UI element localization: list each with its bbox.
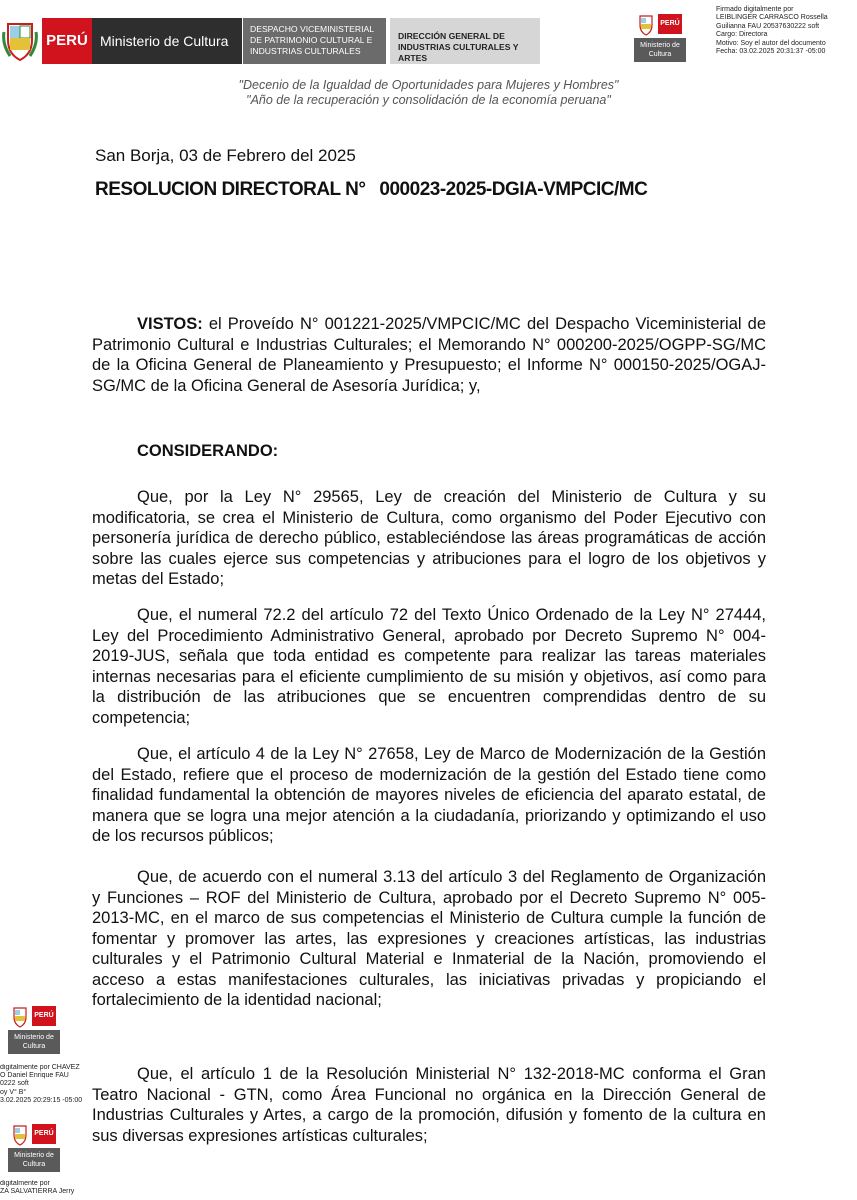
peru-brand: PERÚ <box>32 1124 56 1144</box>
vice-ministry-name: DESPACHO VICEMINISTERIAL DE PATRIMONIO CULTURAL E INDUSTRIAS CULTURALES <box>243 18 386 64</box>
coat-of-arms-icon <box>11 1006 29 1028</box>
digital-signature-text: Firmado digitalmente por LEIBLINGER CARRASCO Rossella Guilianna FAU 20537630222 soft Cargo: Directora Motivo: Soy el autor del documento Fecha: 03.02.2025 20:31:37 -05:00 <box>716 6 828 56</box>
resolution-number: 000023-2025-DGIA-VMPCIC/MC <box>379 179 648 200</box>
ministry-name: Ministerio de Cultura <box>8 1148 60 1172</box>
digital-signature-text-side-1: digitalmente por CHAVEZ O Daniel Enrique FAU 0222 soft oy V° B° 3.02.2025 20:29:15 -05:00 <box>0 1064 83 1104</box>
resolution-title <box>95 179 647 201</box>
motto-line-2: "Año de la recuperación y consolidación de la economía peruana" <box>246 93 611 107</box>
motto-line-1: "Decenio de la Igualdad de Oportunidades para Mujeres y Hombres" <box>238 78 619 92</box>
signature-logo-top <box>634 12 692 64</box>
peru-brand: PERÚ <box>32 1006 56 1026</box>
document-date: San Borja, 03 de Febrero del 2025 <box>95 146 356 165</box>
ministry-name: Ministerio de Cultura <box>634 38 686 62</box>
signature-logo-side-2 <box>8 1122 66 1174</box>
signature-logo-side-1 <box>8 1004 66 1056</box>
coat-of-arms-icon <box>637 14 655 36</box>
resolution-title-prefix: RESOLUCION DIRECTORAL N° <box>95 179 366 200</box>
vistos-text: el Proveído N° 001221-2025/VMPCIC/MC del Despacho Viceministerial de Patrimonio Cultural e Industrias Culturales; el Memorando N° 000200-2025/OGPP-SG/MC de la Oficina General de Planeamiento y Presupuesto; el Informe N° 000150-2025/OGAJ-SG/MC de la Oficina General de Asesoría Jurídica; y, <box>92 315 767 395</box>
considerando-heading: CONSIDERANDO: <box>137 442 279 460</box>
coat-of-arms-icon <box>11 1124 29 1146</box>
digital-signature-text-side-2: digitalmente por ZA SALVATIERRA Jerry <box>0 1180 75 1196</box>
peru-brand: PERÚ <box>658 14 682 34</box>
ministry-name: Ministerio de Cultura <box>8 1030 60 1054</box>
considerando-paragraph-3: Que, el artículo 4 de la Ley N° 27658, Ley de Marco de Modernización de la Gestión del Estado, refiere que el proceso de modernización de la gestión del Estado tiene como finalidad fundamental la obtención de mayores niveles de eficiencia del aparato estatal, de manera que se logra una mejor atención a la ciudadanía, priorizando y optimizando el uso de los recursos públicos; <box>92 745 766 845</box>
direction-name: DIRECCIÓN GENERAL DE INDUSTRIAS CULTURALES Y ARTES <box>390 18 540 64</box>
ministry-name: Ministerio de Cultura <box>92 18 242 64</box>
considerando-paragraph-1: Que, por la Ley N° 29565, Ley de creación del Ministerio de Cultura y su modificatoria, se crea el Ministerio de Cultura, como organismo del Poder Ejecutivo con personería jurídica de derecho público, estableciéndose las áreas programáticas de acción sobre las cuales ejerce sus competencias y atribuciones para el logro de los objetivos y metas del Estado; <box>92 488 766 588</box>
considerando-paragraph-5: Que, el artículo 1 de la Resolución Ministerial N° 132-2018-MC conforma el Gran Teatro Nacional - GTN, como Área Funcional no orgánica en la Dirección General de Industrias Culturales y Artes, a cargo de la promoción, difusión y fomento de la cultura en sus diversas expresiones artísticas culturales; <box>92 1065 766 1145</box>
considerando-paragraph-2: Que, el numeral 72.2 del artículo 72 del Texto Único Ordenado de la Ley N° 27444, Ley del Procedimiento Administrativo General, aprobado por Decreto Supremo N° 004-2019-JUS, señala que toda entidad es competente para realizar las tareas materiales internas necesarias para el eficiente cumplimiento de su misión y objetivos, así como para la distribución de las atribuciones que se encuentren comprendidas dentro de su competencia; <box>92 606 766 727</box>
vistos-label: VISTOS: <box>137 315 203 333</box>
peru-brand: PERÚ <box>42 18 92 64</box>
vistos-paragraph <box>92 314 766 396</box>
coat-of-arms-icon <box>2 18 38 64</box>
considerando-paragraph-4: Que, de acuerdo con el numeral 3.13 del artículo 3 del Reglamento de Organización y Funciones – ROF del Ministerio de Cultura, aprobado por el Decreto Supremo N° 005-2013-MC, en el marco de sus competencias el Ministerio de Cultura cumple la función de fomentar y promover las artes, las expresiones y creaciones artísticas, las industrias culturales y el Patrimonio Cultural Material e Inmaterial de la Nación, promoviendo el acceso a estas manifestaciones culturales, las iniciativas privadas y propiciando el fortalecimiento de la identidad nacional; <box>92 868 766 1009</box>
